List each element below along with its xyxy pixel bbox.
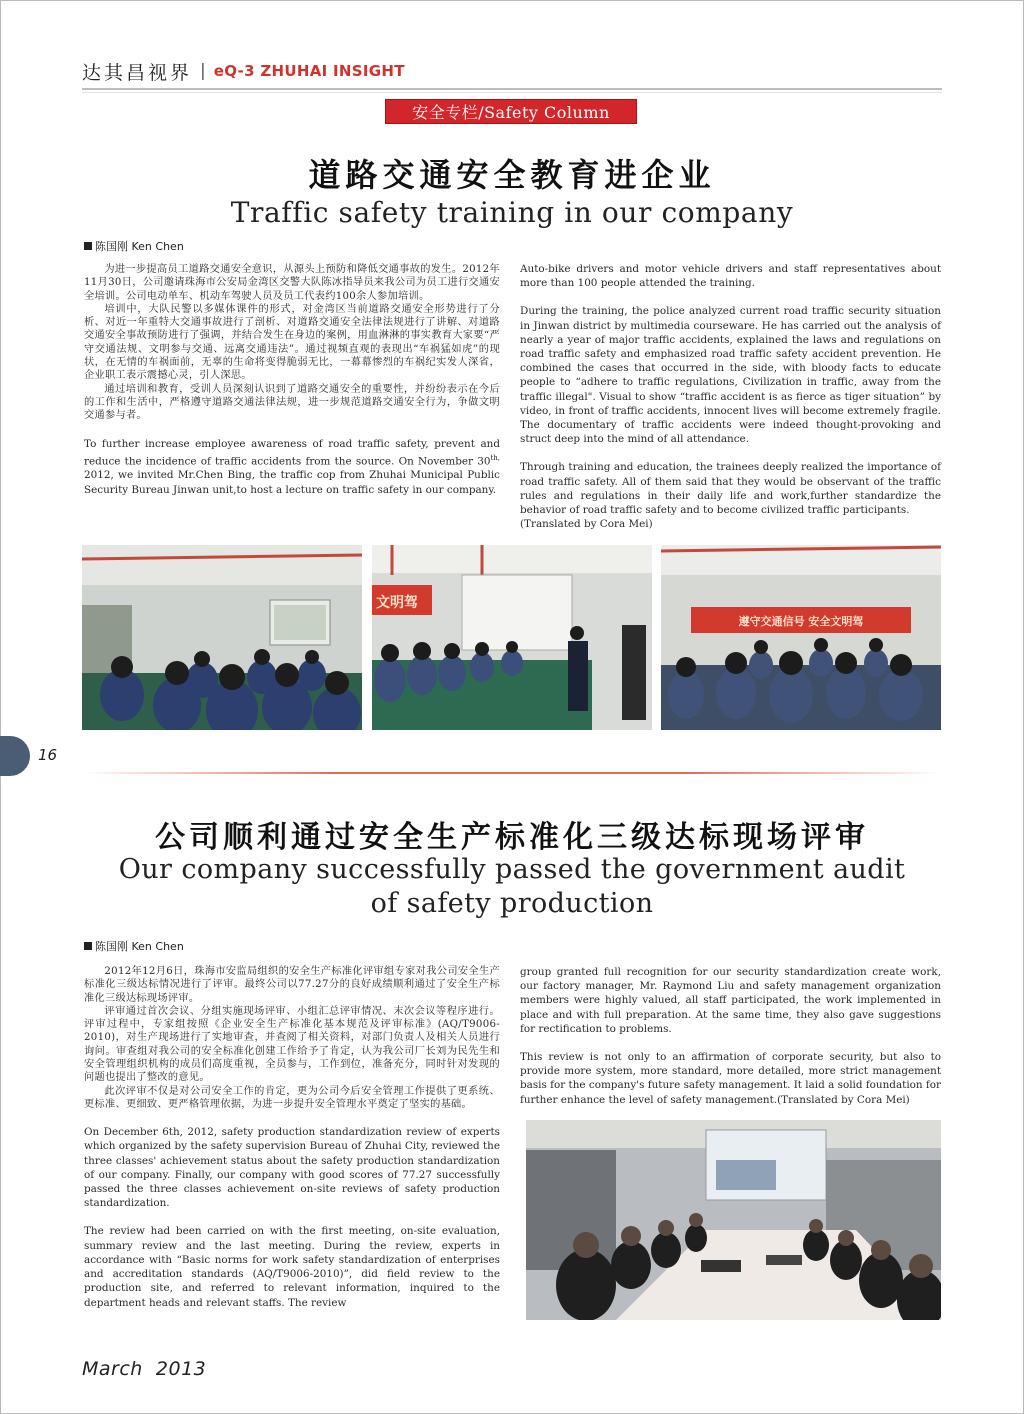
audit-meeting-photo [526,1120,941,1320]
magazine-header [82,58,405,84]
header-separator: | [200,61,206,81]
en-text: 2012, we invited Mr.Chen Bing, the traffic cop from Zhuhai Municipal Public Security Bureau Jinwan unit,to host a lecture on traffic safety in our company. [84,469,500,496]
training-photo-2-image [372,545,652,730]
en-superscript: th, [490,453,500,462]
issue-date: March 2013 [82,1358,207,1380]
article2-en-paragraph: On December 6th, 2012, safety production standardization review of experts which organized by the safety supervision Bureau of Zhuhai City, reviewed the three classes' achievement status about the safety production standardization of our company. Finally, our company with good scores of 77.27 successfully passed the three classes achievement on-site reviews of safety production standardization. [84,1126,500,1210]
article1-en-paragraph [84,437,500,497]
article1-translator-credit: (Translated by Cora Mei) [520,518,653,531]
article2-cn-paragraph: 评审通过首次会议、分组实施现场评审、小组汇总评审情况、末次会议等程序进行。评审过程中，专家组按照《企业安全生产标准化基本规范及评审标准》(AQ/T9006-2010)，对生产现场进行了实地审查，并查阅了相关资料，对部门负责人及相关人员进行询问。审查组对我公司的安全标准化创建工作给予了肯定，认为我公司厂长刘为民先生和安全管理组织机构的成员们高度重视，全员参与，工作到位，准备充分，同时针对发现的问题也提出了整改的意见。 [84,1005,500,1084]
magazine-name-en: eQ-3 ZHUHAI INSIGHT [213,62,405,80]
article2-cn-paragraph: 此次评审不仅是对公司安全工作的肯定，更为公司今后安全管理工作提供了更系统、更标准、更细致、更严格管理依据，为进一步提升安全管理水平奠定了坚实的基础。 [84,1085,500,1110]
article1-cn-paragraph: 通过培训和教育，受训人员深刻认识到了道路交通安全的重要性，并纷纷表示在今后的工作和生活中，严格遵守道路交通法律法规，进一步规范道路交通安全行为，争做文明交通参与者。 [84,383,500,422]
page-number: 16 [38,746,58,764]
byline-square-icon [84,242,92,250]
article2-title-en-line2: of safety production [370,888,654,919]
byline-square-icon [84,942,92,950]
header-rule [82,88,942,90]
magazine-name-cn: 达其昌视界 [82,61,193,84]
byline-author: 陈国刚 Ken Chen [95,240,184,253]
photo3-banner-text: 遵守交通信号 安全文明驾 [738,615,864,628]
article1-en-paragraph: Auto-bike drivers and motor vehicle drivers and staff representatives about more than 100 people attended the training. [520,263,941,290]
photo2-banner-text: 文明驾 [376,595,418,611]
article1-byline [84,238,184,254]
section-divider [82,772,942,774]
article1-cn-paragraph: 培训中，大队民警以多媒体课件的形式，对金湾区当前道路交通安全形势进行了分析、对近一年重特大交通事故进行了剖析、对道路交通安全法律法规进行了讲解、对道路交通安全事故预防进行了强调，并结合发生在身边的案例，用血淋淋的事实教育大家要“严守交通法规、文明参与交通、远离交通违法”。通过视频直观的表现出“车祸猛如虎”的现状，在无情的车祸面前，无辜的生命将变得脆弱无比，一幕幕惨烈的车祸纪实发人深省，企业职工表示震撼心灵，引人深思。 [84,303,500,382]
article1-left-column [84,263,500,497]
article2-title-en-line1: Our company successfully passed the government audit [118,854,906,885]
article2-right-column [520,965,941,1107]
article2-en-paragraph: This review is not only to an affirmation of corporate security, but also to provide more system, more standard, more detailed, more strict management basis for the company's future safety management. It laid a solid foundation for further enhance the level of safety management.(Translated by Cora Mei) [520,1051,941,1106]
article1-title-en: Traffic safety training in our company [230,196,794,229]
article2-byline [84,938,184,954]
article2-en-paragraph: group granted full recognition for our security standardization create work, our factory manager, Mr. Raymond Liu and safety management organization members were highly valued, all staff participated, the work implemented in place and with full preparation. At the same time, they also gave suggestions for rectification to problems. [520,966,941,1035]
en-text: To further increase employee awareness of road traffic safety, prevent and reduce the incidence of traffic accidents from the source. On November 30 [84,437,500,468]
article2-en-paragraph: The review had been carried on with the first meeting, on-site evaluation, summary review and the last meeting. During the review, experts in accordance with “Basic norms for work safety standardization of enterprises and accreditation standards (AQ/T9006-2010)”, did field review to the production site, and referred to relevant information, inquired to the department heads and relevant staffs. The review [84,1225,500,1309]
article1-cn-paragraph: 为进一步提高员工道路交通安全意识，从源头上预防和降低交通事故的发生。2012年11月30日，公司邀请珠海市公安局金湾区交警大队陈冰指导员来我公司为员工进行交通安全培训。公司电动单车、机动车驾驶人员及员工代表约100余人参加培训。 [84,264,500,302]
byline-author: 陈国刚 Ken Chen [95,940,184,953]
training-photo-3-image [661,545,941,730]
header-rule-light [82,92,942,93]
training-photo-2 [372,545,652,730]
article2-title-cn: 公司顺利通过安全生产标准化三级达标现场评审 [155,820,869,855]
article2-left-column [84,965,500,1310]
article1-title-cn: 道路交通安全教育进企业 [308,156,716,194]
article2-cn-paragraph: 2012年12月6日，珠海市安监局组织的安全生产标准化评审组专家对我公司安全生产标准化三级达标情况进行了评审。最终公司以77.27分的良好成绩顺利通过了安全生产标准化三级达标现场评审。 [84,966,500,1004]
training-photo-3 [661,545,941,730]
column-tag: 安全专栏/Safety Column [385,99,637,124]
article1-right-column [520,262,941,531]
training-photo-1 [82,545,362,730]
audit-meeting-photo-image [526,1120,941,1320]
article1-en-paragraph: During the training, the police analyzed current road traffic security situation in Jinwan district by multimedia courseware. He has carried out the analysis of nearly a year of major traffic accidents, explained the laws and regulations on road traffic safety and emphasized road traffic safety accident prevention. He combined the cases that occurred in the side, with bloody facts to educate people to “adhere to traffic regulations, Civilization in traffic, away from the traffic illegal". Visual to show “traffic accident is as fierce as tiger situation” by video, in front of traffic accidents, innocent lives will become extremely fragile. The documentary of traffic accidents were indeed thought-provoking and struct deep into the mind of all attendance. [520,305,941,446]
training-photo-1-image [82,545,362,730]
article1-en-paragraph: Through training and education, the trainees deeply realized the importance of road traffic safety. All of them said that they would be observant of the traffic rules and regulations in their daily life and work,further standardize the behavior of road traffic safety and to become civilized traffic participants. [520,461,941,517]
